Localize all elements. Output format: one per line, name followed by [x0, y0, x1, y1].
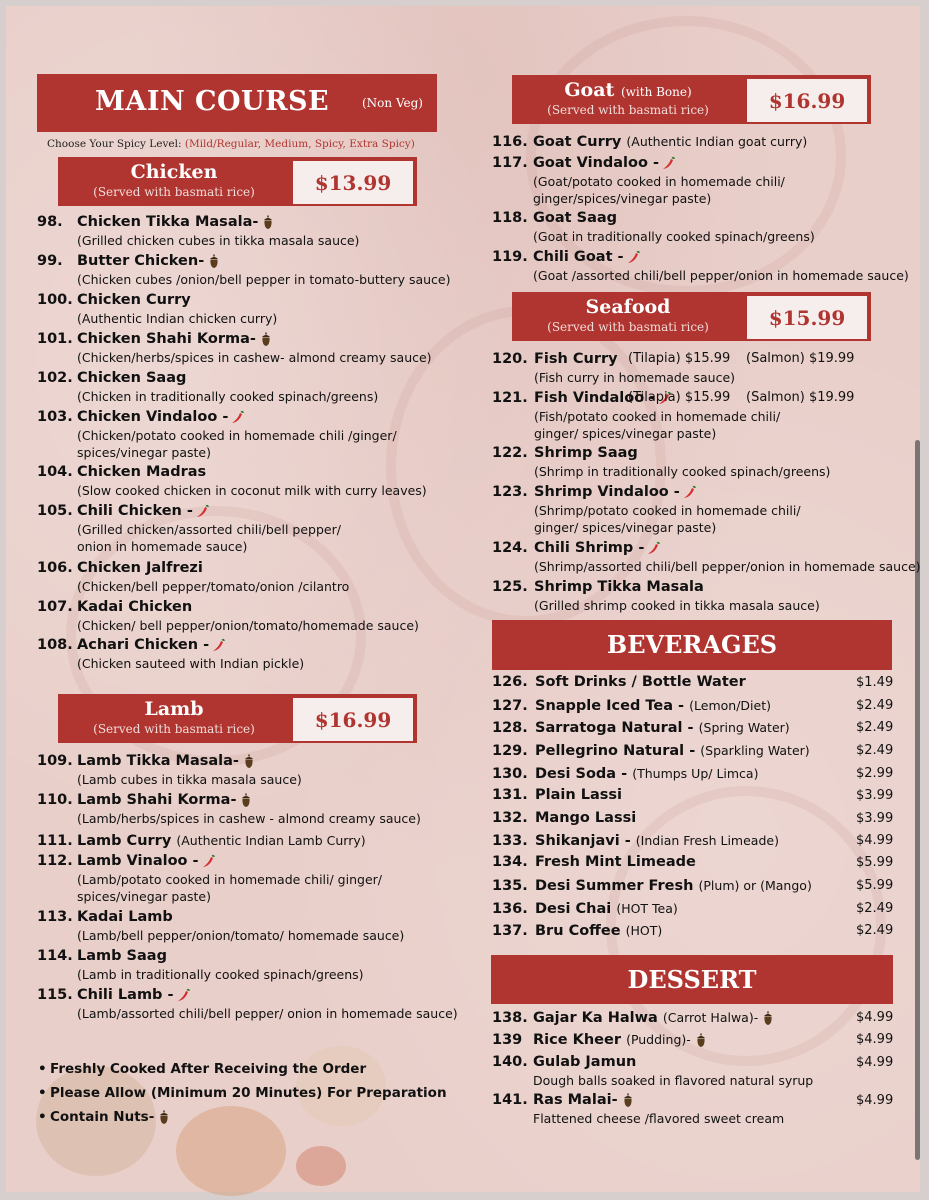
menu-item: [492, 921, 894, 941]
item-name: Achari Chicken -: [77, 637, 210, 653]
item-description: (Goat/potato cooked in homemade chili/: [533, 174, 785, 189]
menu-item: [37, 330, 432, 366]
item-number: 110.: [37, 792, 73, 808]
menu-item: [37, 852, 382, 905]
nut-icon: [621, 1093, 635, 1108]
footnote-text: Contain Nuts-: [50, 1109, 155, 1125]
item-price: $4.99: [856, 1032, 894, 1047]
item-name: Chicken Curry: [77, 292, 191, 308]
item-name: Chicken Shahi Korma-: [77, 331, 256, 347]
chili-icon: [231, 410, 245, 425]
item-description: (Goat in traditionally cooked spinach/greens): [533, 229, 815, 244]
item-name: Lamb Shahi Korma-: [77, 792, 237, 808]
item-price: $5.99: [856, 855, 894, 870]
menu-item: [492, 673, 894, 692]
menu-item-title: [37, 831, 366, 851]
item-note: (Pudding)-: [626, 1032, 691, 1047]
item-note: (Authentic Indian Lamb Curry): [176, 833, 366, 848]
item-number: 125.: [492, 579, 528, 595]
menu-item: [492, 718, 894, 738]
nut-icon: [259, 332, 273, 347]
item-number: 134.: [492, 854, 528, 870]
item-description: spices/vinegar paste): [77, 889, 211, 904]
menu-item: [37, 947, 364, 983]
item-number: 127.: [492, 698, 528, 714]
chili-icon: [212, 638, 226, 653]
category-price: $16.99: [746, 78, 868, 123]
menu-item-title: [492, 132, 807, 152]
item-number: 124.: [492, 540, 528, 556]
menu-item: [37, 908, 404, 944]
item-description: (Chicken/bell pepper/tomato/onion /cilantro: [77, 579, 350, 594]
nut-icon: [261, 215, 275, 230]
menu-item: [492, 248, 909, 284]
item-name: Soft Drinks / Bottle Water: [535, 674, 746, 690]
item-number: 132.: [492, 810, 528, 826]
category-subtitle: (Served with basmati rice): [93, 185, 255, 199]
item-number: 102.: [37, 370, 73, 386]
menu-item-title: [37, 852, 382, 871]
category-lamb: [58, 694, 417, 743]
item-description: (Lamb/herbs/spices in cashew - almond creamy sauce): [77, 811, 421, 826]
menu-item-title: [492, 831, 779, 851]
item-name: Shrimp Tikka Masala: [534, 579, 704, 595]
menu-item-title: [37, 752, 302, 771]
item-name: Fresh Mint Limeade: [535, 854, 696, 870]
item-name: Chili Shrimp -: [534, 540, 645, 556]
main-course-header: [37, 74, 437, 132]
item-price: $4.99: [856, 1010, 894, 1025]
nut-icon: [242, 754, 256, 769]
chili-icon: [177, 988, 191, 1003]
item-number: 98.: [37, 214, 63, 230]
item-price: $1.49: [856, 675, 894, 690]
menu-item: [37, 598, 419, 634]
item-price: $3.99: [856, 788, 894, 803]
item-description: ginger/spices/vinegar paste): [533, 191, 712, 206]
item-note: (Sparkling Water): [700, 743, 810, 758]
item-number: 115.: [37, 987, 73, 1003]
item-name: Butter Chicken-: [77, 253, 205, 269]
item-description: (Shrimp/assorted chili/bell pepper/onion in homemade sauce): [534, 559, 921, 574]
menu-item: [37, 408, 397, 461]
item-description: ginger/ spices/vinegar paste): [534, 520, 717, 535]
item-price-salmon: (Salmon) $19.99: [746, 351, 855, 366]
item-number: 109.: [37, 753, 73, 769]
item-description: (Fish/potato cooked in homemade chili/: [534, 409, 781, 424]
menu-item: [492, 483, 801, 536]
item-number: 121.: [492, 390, 528, 406]
item-number: 116.: [492, 134, 528, 150]
footnote-text: Please Allow (Minimum 20 Minutes) For Preparation: [50, 1085, 447, 1101]
category-price: $16.99: [292, 697, 414, 742]
menu-item-title: [37, 598, 419, 617]
item-description: (Lamb/bell pepper/onion/tomato/ homemade sauce): [77, 928, 405, 943]
chili-icon: [627, 250, 641, 265]
menu-item: [492, 1091, 894, 1127]
food-photo: [176, 1106, 286, 1196]
menu-item-title: [492, 673, 746, 692]
item-price: $4.99: [856, 1055, 894, 1070]
item-price: $4.99: [856, 833, 894, 848]
menu-item-title: [492, 248, 909, 267]
menu-item: [492, 899, 894, 919]
item-name: Chicken Vindaloo -: [77, 409, 229, 425]
menu-item-title: [492, 809, 636, 828]
item-note: (HOT Tea): [616, 901, 678, 916]
item-description: (Chicken/ bell pepper/onion/tomato/homemade sauce): [77, 618, 419, 633]
item-name: Chicken Tikka Masala-: [77, 214, 259, 230]
spicy-level-label: Choose Your Spicy Level:: [47, 138, 182, 150]
menu-item: [37, 831, 366, 851]
item-name: Goat Vindaloo -: [533, 155, 660, 171]
menu-item: [492, 209, 815, 245]
item-description: (Shrimp in traditionally cooked spinach/greens): [534, 464, 831, 479]
food-photo: [296, 1146, 346, 1186]
menu-item-title: [37, 330, 432, 349]
item-name: Gajar Ka Halwa: [533, 1010, 658, 1026]
category-chicken: [58, 157, 417, 206]
spicy-level: [47, 138, 415, 150]
menu-item: [492, 876, 894, 896]
chili-icon: [196, 504, 210, 519]
menu-item: [492, 389, 855, 442]
spicy-level-options: (Mild/Regular, Medium, Spicy, Extra Spicy): [184, 138, 415, 150]
menu-item-title: [37, 463, 427, 482]
item-number: 137.: [492, 923, 528, 939]
item-description: spices/vinegar paste): [77, 445, 211, 460]
menu-item-title: [492, 209, 815, 228]
item-price-tilapia: (Tilapia) $15.99: [628, 351, 731, 366]
item-name: Chicken Jalfrezi: [77, 560, 203, 576]
item-description: ginger/ spices/vinegar paste): [534, 426, 717, 441]
category-price: $15.99: [746, 295, 868, 340]
item-description: (Lamb in traditionally cooked spinach/greens): [77, 967, 364, 982]
menu-item-title: [492, 1091, 784, 1110]
item-number: 101.: [37, 331, 73, 347]
item-name: Desi Chai: [535, 901, 612, 917]
menu-item-title: [492, 741, 810, 761]
item-description: onion in homemade sauce): [77, 539, 248, 554]
footnote: [38, 1085, 447, 1101]
item-number: 128.: [492, 720, 528, 736]
item-number: 130.: [492, 766, 528, 782]
menu-item: [492, 444, 830, 480]
menu-item: [37, 502, 341, 555]
menu-item: [492, 853, 894, 872]
item-number: 100.: [37, 292, 73, 308]
item-number: 141.: [492, 1092, 528, 1108]
item-number: 129.: [492, 743, 528, 759]
item-description: Flattened cheese /flavored sweet cream: [533, 1111, 785, 1126]
dessert-header: DESSERT: [491, 955, 893, 1004]
item-price-tilapia: (Tilapia) $15.99: [628, 390, 731, 405]
footnote-text: Freshly Cooked After Receiving the Order: [50, 1061, 367, 1077]
menu-item-title: [492, 786, 622, 805]
menu-item: [37, 791, 421, 827]
main-course-subtitle: (Non Veg): [362, 96, 423, 110]
item-number: 133.: [492, 833, 528, 849]
category-name: Lamb: [144, 698, 204, 720]
item-note: (Thumps Up/ Limca): [632, 766, 759, 781]
item-name: Chili Lamb -: [77, 987, 174, 1003]
bullet-icon: •: [38, 1061, 47, 1077]
item-name: Lamb Saag: [77, 948, 167, 964]
chili-icon: [662, 156, 676, 171]
item-number: 118.: [492, 210, 528, 226]
nut-icon: [761, 1011, 775, 1026]
menu-item-title: [37, 369, 378, 388]
item-price-salmon: (Salmon) $19.99: [746, 390, 855, 405]
item-description: (Chicken/herbs/spices in cashew- almond creamy sauce): [77, 350, 432, 365]
item-number: 105.: [37, 503, 73, 519]
item-price: $2.49: [856, 923, 894, 938]
menu-item: [492, 696, 894, 716]
menu-item: [492, 1030, 894, 1050]
menu-item: [492, 578, 820, 614]
item-price: $5.99: [856, 878, 894, 893]
item-name: Lamb Tikka Masala-: [77, 753, 239, 769]
item-description: (Grilled chicken/assorted chili/bell pepper/: [77, 522, 341, 537]
menu-item: [37, 636, 304, 672]
menu-item: [492, 809, 894, 828]
nut-icon: [207, 254, 221, 269]
item-number: 136.: [492, 901, 528, 917]
item-note: (Authentic Indian goat curry): [626, 134, 808, 149]
menu-item-title: [492, 1030, 708, 1050]
menu-item-title: [492, 899, 678, 919]
item-description: (Chicken sauteed with Indian pickle): [77, 656, 305, 671]
item-description: (Lamb cubes in tikka masala sauce): [77, 772, 302, 787]
menu-item: [37, 252, 450, 288]
menu-item-title: [492, 921, 662, 941]
menu-item-title: [492, 764, 758, 784]
nut-icon: [157, 1110, 171, 1125]
menu-item: [492, 539, 921, 575]
menu-item-title: [492, 696, 771, 716]
menu-item: [492, 786, 894, 805]
category-subtitle: (Served with basmati rice): [93, 722, 255, 736]
item-name: Lamb Curry: [77, 833, 172, 849]
category-seafood: [512, 292, 871, 341]
item-description: (Grilled shrimp cooked in tikka masala sauce): [534, 598, 820, 613]
item-price: $2.49: [856, 698, 894, 713]
menu-item: [37, 752, 302, 788]
nut-icon: [694, 1033, 708, 1048]
item-description: (Goat /assorted chili/bell pepper/onion in homemade sauce): [533, 268, 909, 283]
category-name: Chicken: [130, 161, 218, 183]
item-name: Shrimp Vindaloo -: [534, 484, 680, 500]
item-name: Rice Kheer: [533, 1032, 621, 1048]
item-number: 139: [492, 1032, 523, 1048]
item-name: Bru Coffee: [535, 923, 621, 939]
menu-item-title: [37, 502, 341, 521]
menu-item-title: [492, 483, 801, 502]
item-number: 117.: [492, 155, 528, 171]
item-number: 99.: [37, 253, 63, 269]
menu-item: [37, 291, 277, 327]
item-name: Shrimp Saag: [534, 445, 638, 461]
footnote: [38, 1061, 366, 1077]
menu-item: [37, 213, 359, 249]
menu-item: [37, 369, 378, 405]
category-name-paren: (with Bone): [620, 85, 692, 99]
item-note: (Lemon/Diet): [689, 698, 771, 713]
menu-item-title: [492, 578, 820, 597]
item-name: Chili Goat -: [533, 249, 624, 265]
item-description: (Fish curry in homemade sauce): [534, 370, 736, 385]
item-price: $2.49: [856, 743, 894, 758]
menu-item-title: [37, 791, 421, 810]
item-name: Kadai Chicken: [77, 599, 193, 615]
item-note: (Carrot Halwa)-: [662, 1010, 759, 1025]
item-description: (Chicken in traditionally cooked spinach/greens): [77, 389, 379, 404]
menu-item: [492, 1008, 894, 1028]
item-description: (Chicken/potato cooked in homemade chili /ginger/: [77, 428, 397, 443]
item-description: Dough balls soaked in flavored natural syrup: [533, 1073, 814, 1088]
menu-item-title: [37, 213, 359, 232]
item-price: $4.99: [856, 1093, 894, 1108]
item-name: Mango Lassi: [535, 810, 637, 826]
item-name: Fish Curry: [534, 351, 618, 367]
menu-item: [492, 350, 855, 386]
item-number: 107.: [37, 599, 73, 615]
item-note: (Plum) or (Mango): [698, 878, 812, 893]
item-number: 131.: [492, 787, 528, 803]
bullet-icon: •: [38, 1109, 47, 1125]
item-number: 114.: [37, 948, 73, 964]
item-number: 126.: [492, 674, 528, 690]
item-number: 108.: [37, 637, 73, 653]
menu-item-title: [492, 1053, 813, 1072]
menu-item-title: [37, 636, 304, 655]
menu-item-title: [492, 154, 785, 173]
menu-item: [37, 559, 349, 595]
menu-item-title: [37, 252, 450, 271]
item-description: (Lamb/potato cooked in homemade chili/ ginger/: [77, 872, 382, 887]
item-price: $3.99: [856, 811, 894, 826]
item-number: 104.: [37, 464, 73, 480]
category-price: $13.99: [292, 160, 414, 205]
menu-item-title: [492, 853, 696, 872]
item-number: 111.: [37, 833, 73, 849]
menu-item: [492, 154, 785, 207]
item-note: (Indian Fresh Limeade): [635, 833, 779, 848]
item-name: Gulab Jamun: [533, 1054, 637, 1070]
item-description: (Authentic Indian chicken curry): [77, 311, 278, 326]
item-name: Ras Malai-: [533, 1092, 618, 1108]
item-number: 138.: [492, 1010, 528, 1026]
menu-item-title: [492, 1008, 775, 1028]
menu-item: [492, 831, 894, 851]
menu-item-title: [37, 947, 364, 966]
item-name: Pellegrino Natural -: [535, 743, 696, 759]
menu-item: [492, 1053, 894, 1089]
chili-icon: [683, 485, 697, 500]
category-name: Seafood: [585, 296, 671, 318]
item-number: 123.: [492, 484, 528, 500]
item-name: Chicken Madras: [77, 464, 207, 480]
menu-item-title: [37, 908, 404, 927]
item-name: Kadai Lamb: [77, 909, 173, 925]
footnote: [38, 1109, 171, 1125]
chili-icon: [202, 854, 216, 869]
item-name: Goat Curry: [533, 134, 622, 150]
item-name: Goat Saag: [533, 210, 618, 226]
item-number: 113.: [37, 909, 73, 925]
item-name: Snapple Iced Tea -: [535, 698, 685, 714]
item-price: $2.99: [856, 766, 894, 781]
menu-item-title: [37, 291, 277, 310]
category-subtitle: (Served with basmati rice): [547, 103, 709, 117]
item-number: 135.: [492, 878, 528, 894]
item-name: Shikanjavi -: [535, 833, 631, 849]
item-number: 103.: [37, 409, 73, 425]
bullet-icon: •: [38, 1085, 47, 1101]
menu-item-title: [492, 539, 921, 558]
item-number: 112.: [37, 853, 73, 869]
menu-item: [492, 764, 894, 784]
item-description: (Lamb/assorted chili/bell pepper/ onion in homemade sauce): [77, 1006, 458, 1021]
menu-item-title: [37, 408, 397, 427]
main-course-title: MAIN COURSE: [95, 86, 330, 117]
menu-item-title: [37, 559, 349, 578]
item-description: (Chicken cubes /onion/bell pepper in tomato-buttery sauce): [77, 272, 451, 287]
item-number: 140.: [492, 1054, 528, 1070]
item-name: Desi Soda -: [535, 766, 628, 782]
nut-icon: [239, 793, 253, 808]
beverages-header: BEVERAGES: [492, 620, 892, 670]
category-name-text: Goat: [564, 79, 615, 101]
item-description: (Slow cooked chicken in coconut milk with curry leaves): [77, 483, 427, 498]
item-number: 120.: [492, 351, 528, 367]
item-price: $2.49: [856, 720, 894, 735]
item-note: (Spring Water): [698, 720, 790, 735]
menu-item-title: [492, 718, 790, 738]
item-name: Lamb Vinaloo -: [77, 853, 199, 869]
menu-item-title: [492, 444, 830, 463]
category-goat: [512, 75, 871, 124]
item-number: 122.: [492, 445, 528, 461]
category-name: [512, 79, 744, 101]
item-number: 119.: [492, 249, 528, 265]
item-name: Desi Summer Fresh: [535, 878, 694, 894]
item-number: 106.: [37, 560, 73, 576]
item-name: Chicken Saag: [77, 370, 187, 386]
item-name: Sarratoga Natural -: [535, 720, 694, 736]
menu-item: [37, 463, 427, 499]
item-note: (HOT): [625, 923, 663, 938]
item-description: (Shrimp/potato cooked in homemade chili/: [534, 503, 801, 518]
menu-item: [37, 986, 458, 1022]
menu-item: [492, 741, 894, 761]
menu-item: [492, 132, 807, 152]
item-price: $2.49: [856, 901, 894, 916]
item-name: Plain Lassi: [535, 787, 622, 803]
category-subtitle: (Served with basmati rice): [547, 320, 709, 334]
chili-icon: [647, 541, 661, 556]
menu-item-title: [492, 876, 812, 896]
item-name: Chili Chicken -: [77, 503, 193, 519]
menu-item-title: [37, 986, 458, 1005]
item-name: Fish Vindaloo -: [534, 390, 656, 406]
item-description: (Grilled chicken cubes in tikka masala sauce): [77, 233, 360, 248]
